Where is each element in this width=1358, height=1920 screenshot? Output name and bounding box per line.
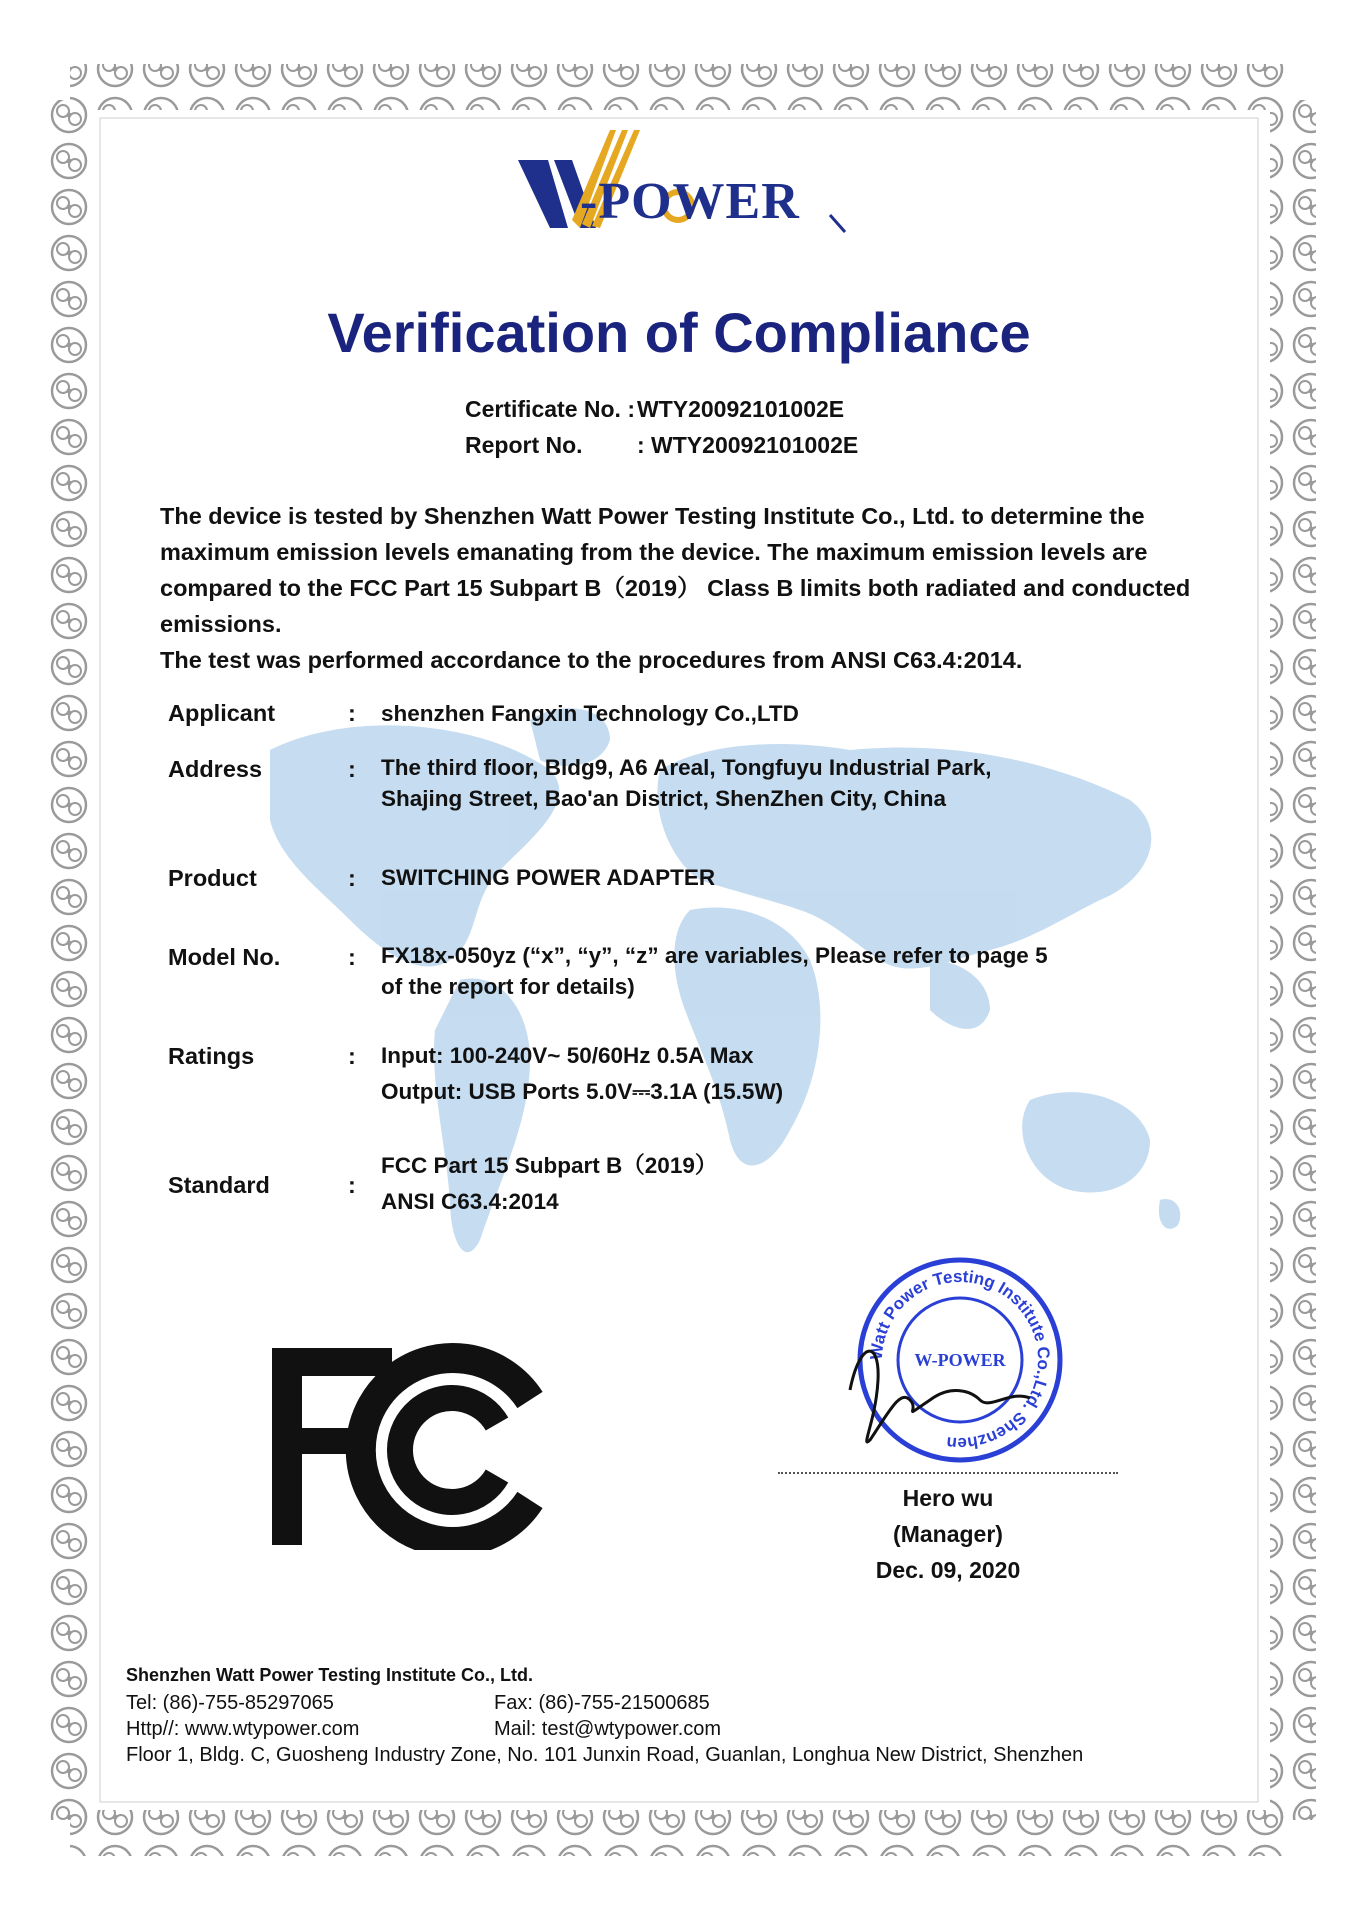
certificate-value: WTY20092101002E bbox=[637, 396, 845, 422]
address-line-2: Shajing Street, Bao'an District, ShenZhen City, China bbox=[381, 786, 947, 811]
footer-tel: Tel: (86)-755-85297065 bbox=[126, 1692, 334, 1714]
signature-line bbox=[778, 1472, 1118, 1474]
standard-label: Standard bbox=[168, 1172, 270, 1198]
product-label: Product bbox=[168, 865, 257, 891]
signer-name: Hero wu bbox=[902, 1485, 994, 1511]
intro-paragraph-2: The test was performed accordance to the procedures from ANSI C63.4:2014. bbox=[160, 647, 1023, 673]
page-title: Verification of Compliance bbox=[327, 301, 1031, 364]
applicant-colon: : bbox=[348, 700, 356, 726]
model-line-1: FX18x-050yz (“x”, “y”, “z” are variables, Please refer to page 5 bbox=[381, 943, 1048, 968]
report-number-line bbox=[465, 432, 858, 459]
product-value: SWITCHING POWER ADAPTER bbox=[381, 865, 716, 890]
applicant-value: shenzhen Fangxin Technology Co.,LTD bbox=[381, 701, 799, 726]
signer-title: (Manager) bbox=[893, 1521, 1003, 1547]
ratings-output: Output: USB Ports 5.0V⎓3.1A (15.5W) bbox=[381, 1079, 784, 1104]
standard-line-2: ANSI C63.4:2014 bbox=[381, 1189, 559, 1214]
intro-paragraph-1: The device is tested by Shenzhen Watt Power Testing Institute Co., Ltd. to determine the maximum emission levels emanating from the device. The maximum emission levels are compared to the FCC Part 15 Subpart B（2019） Class B limits both radiated and conducted emissions. bbox=[160, 503, 1191, 637]
signed-date: Dec. 09, 2020 bbox=[875, 1557, 1021, 1583]
standard-colon: : bbox=[348, 1172, 356, 1198]
stamp-ring-text: Watt Power Testing Institute Co.,Ltd. Shenzhen bbox=[866, 1266, 1054, 1454]
fcc-logo bbox=[272, 1340, 562, 1550]
intro-text bbox=[160, 498, 1235, 678]
footer-company: Shenzhen Watt Power Testing Institute Co., Ltd. bbox=[126, 1665, 533, 1685]
official-stamp bbox=[840, 1240, 1080, 1480]
standard-line-1: FCC Part 15 Subpart B（2019） bbox=[381, 1153, 718, 1178]
ratings-label: Ratings bbox=[168, 1043, 255, 1069]
certificate-label: Certificate No. : bbox=[465, 396, 635, 422]
logo-text: -POWER bbox=[580, 173, 800, 230]
ratings-colon: : bbox=[348, 1043, 356, 1069]
footer-fax: Fax: (86)-755-21500685 bbox=[494, 1692, 710, 1714]
address-label: Address bbox=[168, 756, 263, 782]
footer-address: Floor 1, Bldg. C, Guosheng Industry Zone, No. 101 Junxin Road, Guanlan, Longhua New District, Shenzhen bbox=[126, 1744, 1084, 1766]
address-colon: : bbox=[348, 756, 356, 782]
ratings-input: Input: 100-240V~ 50/60Hz 0.5A Max bbox=[381, 1043, 754, 1068]
w-power-logo bbox=[510, 120, 850, 240]
applicant-label: Applicant bbox=[168, 700, 276, 726]
report-value: : WTY20092101002E bbox=[637, 432, 859, 458]
product-colon: : bbox=[348, 865, 356, 891]
model-colon: : bbox=[348, 944, 356, 970]
model-label: Model No. bbox=[168, 944, 281, 970]
stamp-center-text: W-POWER bbox=[914, 1350, 1006, 1370]
model-line-2: of the report for details) bbox=[381, 974, 635, 999]
footer-mail: Mail: test@wtypower.com bbox=[494, 1718, 722, 1740]
footer-web: Http//: www.wtypower.com bbox=[126, 1718, 360, 1740]
certificate-number-line bbox=[465, 396, 844, 423]
report-label: Report No. bbox=[465, 432, 583, 458]
address-line-1: The third floor, Bldg9, A6 Areal, Tongfuyu Industrial Park, bbox=[381, 755, 992, 780]
